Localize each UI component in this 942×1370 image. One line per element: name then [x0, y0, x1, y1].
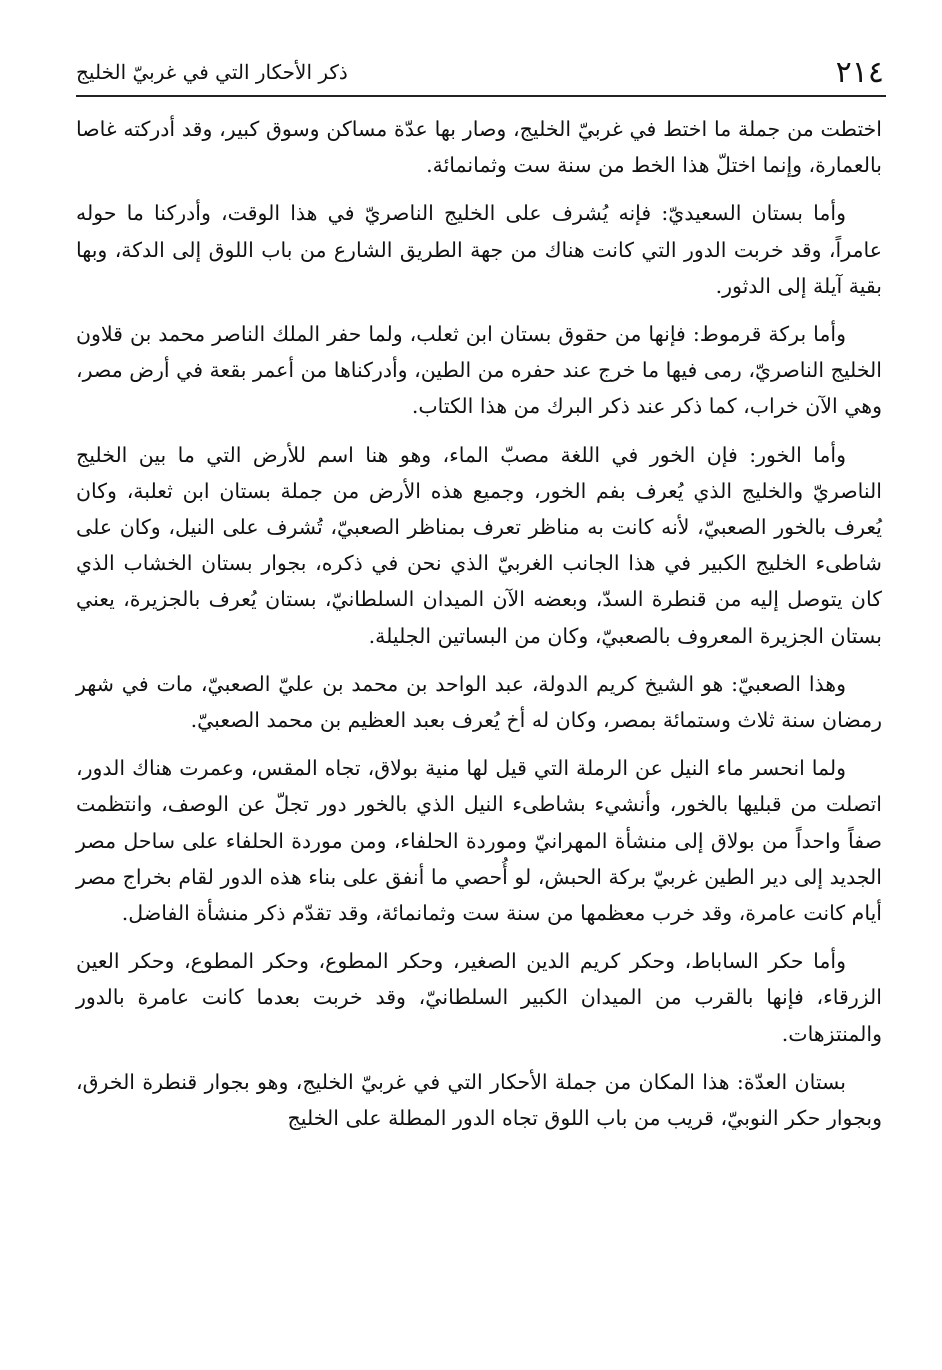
paragraph-1: اختطت من جملة ما اختط في غربيّ الخليج، وصار بها عدّة مساكن وسوق كبير، وقد أدركته غاصا بالعمارة، وإنما اختلّ هذا الخط من سنة ست وثمانمائة.	[76, 117, 882, 178]
paragraph-4: وأما الخور: فإن الخور في اللغة مصبّ الماء، وهو هنا اسم للأرض التي ما بين الخليج الناصريّ والخليج الذي يُعرف بفم الخور، وجميع هذه الأرض من جملة بستان ابن ثعلبة، وكان يُعرف بالخور الصعبيّ، لأنه كانت به مناظر تعرف بمناظر الصعبيّ، تُشرف على النيل، وكان على شاطىء الخليج الكبير في هذا الجانب الغربيّ الذي نحن في ذكره، بجوار بستان الخشاب الذي كان يتوصل إليه من قنطرة السدّ، وبعضه الآن الميدان السلطانيّ، بستان يُعرف بالجزيرة، يعني بستان الجزيرة المعروف بالصعبيّ، وكان من البساتين الجليلة.	[76, 442, 882, 648]
header-rule	[76, 95, 886, 97]
running-title: ذكر الأحكار التي في غربيّ الخليج	[76, 60, 348, 84]
paragraph-6: ولما انحسر ماء النيل عن الرملة التي قيل لها منية بولاق، تجاه المقس، وعمرت هناك الدور، اتصلت من قبليها بالخور، وأنشيء بشاطىء النيل الذي بالخور دور تجلّ عن الوصف، وانتظمت صفاً واحداً من بولاق إلى منشأة المهرانيّ وموردة الحلفاء، ومن موردة الحلفاء على ساحل مصر الجديد إلى دير الطين غربيّ بركة الحبش، لو أُحصي ما أنفق على بناء هذه الدور لقام بخراج مصر أيام كانت عامرة، وقد خرب معظمها من سنة ست وثمانمائة، وقد تقدّم ذكر منشأة الفاضل.	[76, 756, 883, 926]
body-text	[76, 111, 882, 1148]
paragraph-7: وأما حكر الساباط، وحكر كريم الدين الصغير، وحكر المطوع، وحكر المطوع، وحكر العين الزرقاء، فإنها بالقرب من الميدان الكبير السلطانيّ، وقد خربت بعدما كانت عامرة بالدور والمنتزهات.	[76, 949, 882, 1046]
paragraph-2: وأما بستان السعيديّ: فإنه يُشرف على الخليج الناصريّ في هذا الوقت، وأدركنا ما حوله عامراً، وقد خربت الدور التي كانت هناك من جهة الطريق الشارع من باب اللوق إلى الدكة، وبها بقية آيلة إلى الدثور.	[76, 201, 882, 298]
running-head	[76, 50, 884, 94]
paragraph-5: وهذا الصعبيّ: هو الشيخ كريم الدولة، عبد الواحد بن محمد بن عليّ الصعبيّ، مات في شهر رمضان سنة ثلاث وستمائة بمصر، وكان له أخ يُعرف بعبد العظيم بن محمد الصعبيّ.	[76, 671, 882, 733]
paragraph-8: بستان العدّة: هذا المكان من جملة الأحكار التي في غربيّ الخليج، وهو بجوار قنطرة الخرق، وبجوار حكر النوبيّ، قريب من باب اللوق تجاه الدور المطلة على الخليج	[76, 1069, 882, 1131]
paragraph-3: وأما بركة قرموط: فإنها من حقوق بستان ابن ثعلب، ولما حفر الملك الناصر محمد بن قلاون الخليج الناصريّ، رمى فيها ما خرج عند حفره من الطين، وأدركناها من أعمر بقعة في أرض مصر، وهي الآن خراب، كما ذكر عند ذكر البرك من هذا الكتاب.	[76, 322, 882, 419]
page-number: ٢١٤	[835, 54, 884, 90]
